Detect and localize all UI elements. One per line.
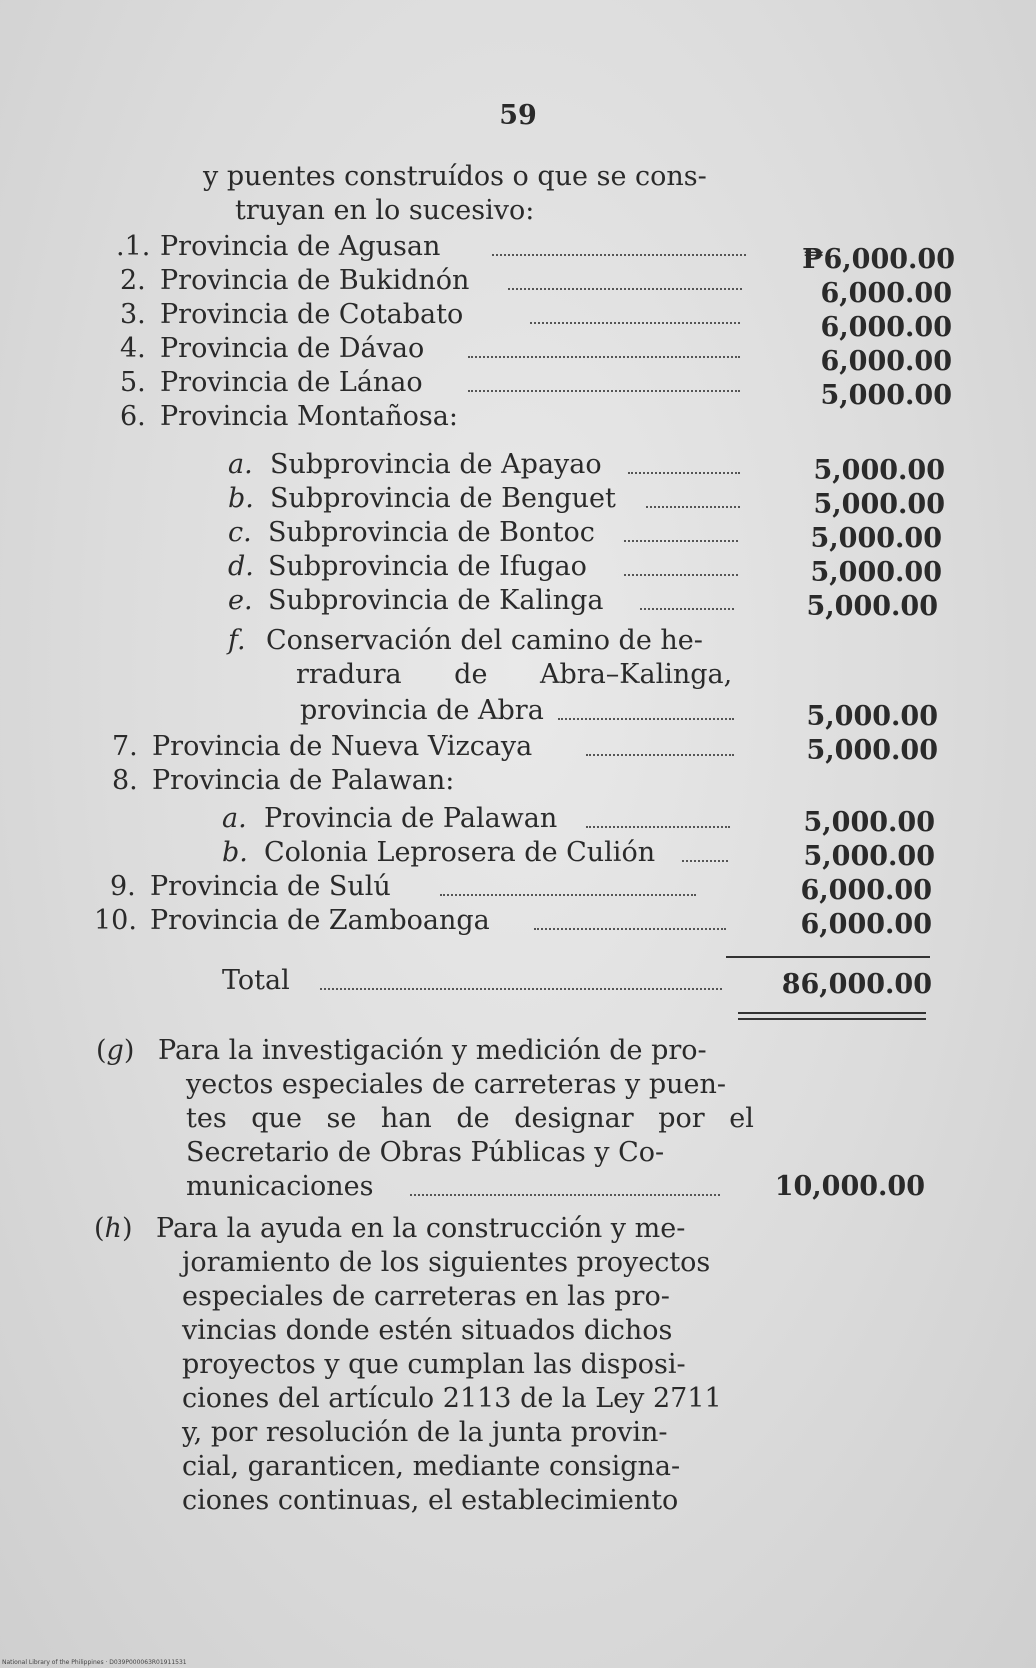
intro-line-1: y puentes construídos o que se cons- <box>203 161 707 192</box>
sub-item-amount: 5,000.00 <box>813 489 945 520</box>
list-item <box>120 400 740 434</box>
sub-item <box>222 836 728 870</box>
sub-item-amount: 5,000.00 <box>810 523 942 554</box>
sub-item <box>228 482 740 516</box>
para-h-line-4: vincias donde estén situados dichos <box>182 1315 673 1346</box>
item-number: 4. <box>120 333 146 364</box>
item-amount: 6,000.00 <box>800 909 932 940</box>
item-label: Provincia de Cotabato <box>160 299 464 330</box>
item-label: Provincia de Lánao <box>160 367 423 398</box>
para-g-amount: 10,000.00 <box>774 1171 925 1202</box>
sub-item-label: Subprovincia de Ifugao <box>268 551 587 582</box>
sub-item-label: Subprovincia de Kalinga <box>268 585 604 616</box>
sub-item-letter: f. <box>228 625 246 656</box>
sub-item <box>228 550 738 584</box>
leader-dots <box>410 1194 720 1196</box>
total-double-rule-2 <box>738 1018 926 1020</box>
sub-item-label: Colonia Leprosera de Culión <box>264 837 656 868</box>
para-h-line-5: proyectos y que cumplan las disposi- <box>182 1349 686 1380</box>
list-item <box>94 904 726 938</box>
sub-item-letter: b. <box>222 837 248 868</box>
leader-dots <box>320 988 722 990</box>
list-item <box>110 870 696 904</box>
intro-line-2: truyan en lo sucesivo: <box>235 195 535 226</box>
leader-dots <box>468 356 740 358</box>
list-item <box>116 230 746 264</box>
sub-item-label-line-2: rradura de Abra–Kalinga, <box>296 659 733 690</box>
para-h-letter-text: h <box>104 1213 122 1244</box>
sub-item-amount: 5,000.00 <box>806 591 938 622</box>
para-g-line-4: Secretario de Obras Públicas y Co- <box>186 1137 665 1168</box>
list-item <box>120 332 740 366</box>
para-g-line-3: tes que se han de designar por el <box>186 1103 754 1134</box>
sub-item-amount: 5,000.00 <box>810 557 942 588</box>
item-number: 6. <box>120 401 146 432</box>
sub-item-amount: 5,000.00 <box>806 701 938 732</box>
leader-dots <box>534 928 726 930</box>
item-number: 8. <box>112 765 138 796</box>
list-item <box>120 264 742 298</box>
sub-item-letter: a. <box>228 449 253 480</box>
item-amount: 5,000.00 <box>806 735 938 766</box>
sub-item-letter: d. <box>228 551 254 582</box>
list-item <box>112 764 734 798</box>
sub-item-letter: e. <box>228 585 253 616</box>
item-amount: 6,000.00 <box>820 312 952 343</box>
leader-dots <box>492 254 746 256</box>
total-top-rule <box>726 956 930 958</box>
sub-item-label-line-1: Conservación del camino de he- <box>266 625 703 656</box>
sub-item-label: Subprovincia de Bontoc <box>268 517 595 548</box>
para-h-line-8: cial, garanticen, mediante consigna- <box>182 1451 681 1482</box>
item-label: Provincia de Agusan <box>160 231 441 262</box>
leader-dots <box>508 288 742 290</box>
library-footer: National Library of the Philippines · D039P000063R01911531 <box>2 1659 187 1666</box>
para-h <box>156 1212 726 1518</box>
leader-dots <box>586 826 730 828</box>
leader-dots <box>624 540 738 542</box>
sub-item-amount: 5,000.00 <box>803 841 935 872</box>
leader-dots <box>468 390 740 392</box>
sub-item-f-line-3 <box>300 694 734 728</box>
leader-dots <box>586 754 734 756</box>
total-amount: 86,000.00 <box>781 969 932 1000</box>
leader-dots <box>530 322 740 324</box>
para-g-line-2: yectos especiales de carreteras y puen- <box>186 1069 727 1100</box>
sub-item-label: Subprovincia de Apayao <box>270 449 602 480</box>
sub-item-f <box>228 624 738 658</box>
sub-item-f-line-2 <box>296 658 736 692</box>
item-number: 10. <box>94 905 137 936</box>
para-g-line-5: municaciones <box>186 1171 374 1202</box>
sub-item <box>222 802 730 836</box>
sub-item-letter: b. <box>228 483 254 514</box>
sub-item-label: Provincia de Palawan <box>264 803 558 834</box>
total-label: Total <box>222 965 290 996</box>
item-label: Provincia de Palawan: <box>152 765 455 796</box>
para-h-letter: (h) <box>94 1213 133 1244</box>
sub-item-amount: 5,000.00 <box>803 807 935 838</box>
item-number: 2. <box>120 265 146 296</box>
total-row <box>222 964 722 998</box>
list-item <box>112 730 734 764</box>
leader-dots <box>440 894 696 896</box>
sub-item-amount: 5,000.00 <box>813 455 945 486</box>
item-label: Provincia de Sulú <box>150 871 391 902</box>
item-amount: ₱6,000.00 <box>802 244 955 275</box>
total-double-rule-1 <box>738 1012 926 1014</box>
para-h-line-2: joramiento de los siguientes proyectos <box>182 1247 711 1278</box>
para-g-letter: (g) <box>96 1035 135 1066</box>
item-number: .1. <box>116 231 151 262</box>
para-h-line-6: ciones del artículo 2113 de la Ley 2711 <box>182 1383 722 1414</box>
para-h-line-7: y, por resolución de la junta provin- <box>182 1417 668 1448</box>
item-number: 5. <box>120 367 146 398</box>
item-amount: 6,000.00 <box>800 875 932 906</box>
para-h-line-3: especiales de carreteras en las pro- <box>182 1281 670 1312</box>
item-amount: 6,000.00 <box>820 346 952 377</box>
page-number: 59 <box>499 100 537 131</box>
sub-item-label-line-3: provincia de Abra <box>300 695 544 726</box>
leader-dots <box>558 718 734 720</box>
leader-dots <box>628 472 740 474</box>
list-item <box>120 366 740 400</box>
item-label: Provincia de Nueva Vizcaya <box>152 731 533 762</box>
item-label: Provincia de Dávao <box>160 333 425 364</box>
para-h-line-1: Para la ayuda en la construcción y me- <box>156 1213 686 1244</box>
sub-item-letter: a. <box>222 803 247 834</box>
sub-item <box>228 516 738 550</box>
item-label: Provincia de Bukidnón <box>160 265 470 296</box>
sub-item <box>228 448 740 482</box>
leader-dots <box>624 574 738 576</box>
sub-item <box>228 584 734 618</box>
sub-item-letter: c. <box>228 517 252 548</box>
item-amount: 6,000.00 <box>820 278 952 309</box>
list-item <box>120 298 740 332</box>
item-number: 9. <box>110 871 136 902</box>
item-number: 3. <box>120 299 146 330</box>
item-label: Provincia de Zamboanga <box>150 905 490 936</box>
para-h-line-9: ciones continuas, el establecimiento <box>182 1485 679 1516</box>
para-g-leader <box>410 1170 720 1204</box>
sub-item-label: Subprovincia de Benguet <box>270 483 616 514</box>
item-number: 7. <box>112 731 138 762</box>
para-g-line-1: Para la investigación y medición de pro- <box>158 1035 707 1066</box>
item-amount: 5,000.00 <box>820 380 952 411</box>
para-g-letter-text: g <box>106 1035 124 1066</box>
item-label: Provincia Montañosa: <box>160 401 458 432</box>
